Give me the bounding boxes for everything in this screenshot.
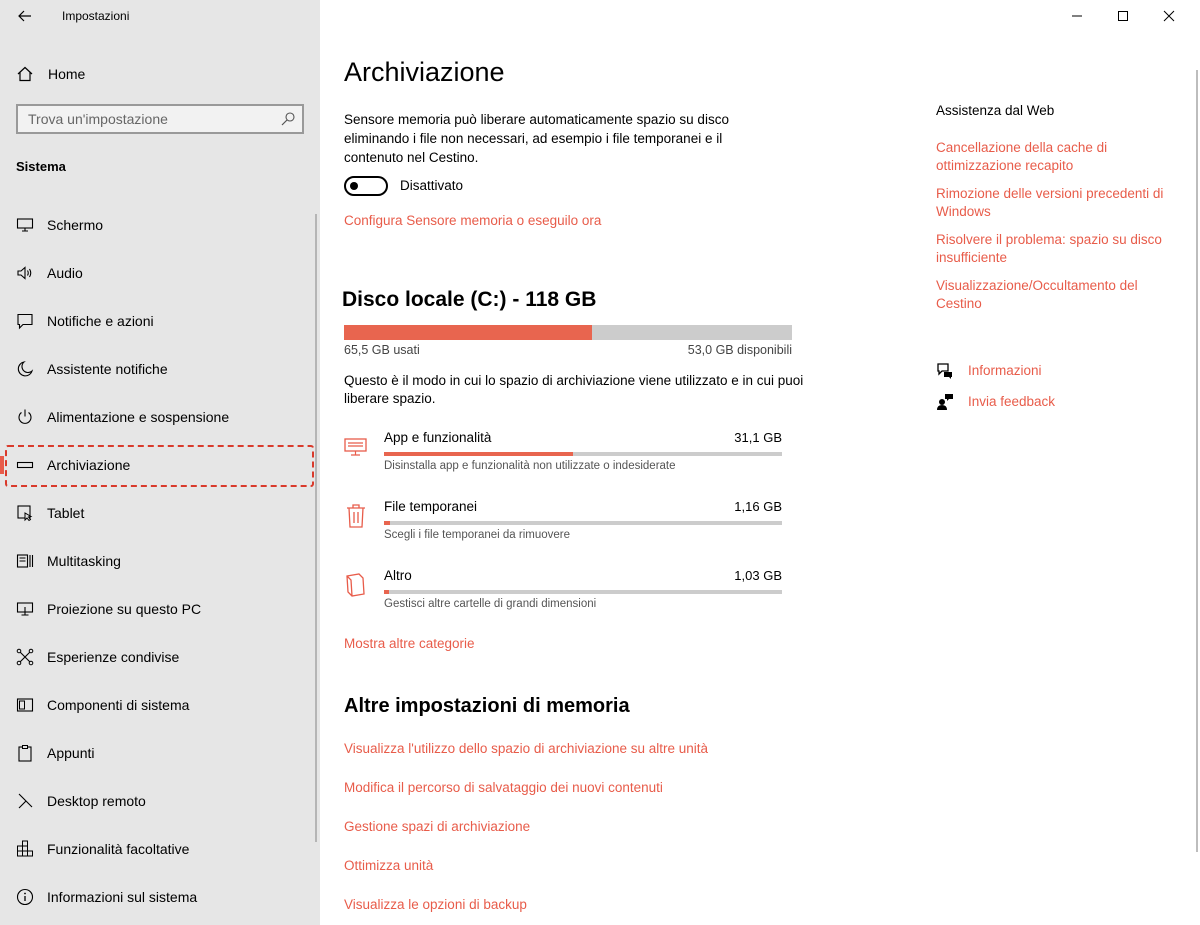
category-name: Altro (384, 568, 412, 583)
category-subtext: Disinstalla app e funzionalità non utilizzate o indesiderate (384, 460, 676, 472)
main-content (320, 0, 1200, 925)
help-label: Informazioni (968, 363, 1042, 378)
sidebar-item-audio[interactable] (0, 249, 320, 297)
optimize-drives-link[interactable]: Ottimizza unità (344, 858, 434, 873)
configure-storage-sense-link[interactable]: Configura Sensore memoria o eseguilo ora (344, 213, 602, 228)
sidebar-item-schermo[interactable] (0, 201, 320, 249)
sidebar-item-label: Esperienze condivise (47, 649, 180, 665)
close-button[interactable] (1146, 0, 1192, 32)
sidebar-item-assistente-notifiche[interactable] (0, 345, 320, 393)
minimize-icon (1071, 10, 1083, 22)
category-temp-files[interactable] (344, 499, 784, 559)
web-link-low-disk-space[interactable]: Risolvere il problema: spazio su disco insufficiente (936, 232, 1162, 265)
search-icon[interactable] (280, 111, 296, 127)
category-other[interactable] (344, 568, 784, 628)
web-help-title: Assistenza dal Web (936, 103, 1055, 118)
sidebar-item-label: Home (48, 66, 86, 82)
sidebar-item-label: Desktop remoto (47, 793, 146, 809)
storage-sense-description: Sensore memoria può liberare automaticamente spazio su disco eliminando i file non necessari, ad esempio i file temporanei e il contenuto nel Cestino. (344, 112, 729, 165)
category-apps[interactable] (344, 430, 784, 490)
maximize-icon (1117, 10, 1129, 22)
sidebar-item-home[interactable] (0, 58, 320, 90)
web-link-recycle-bin[interactable]: Visualizzazione/Occultamento del Cestino (936, 278, 1138, 311)
sidebar-item-multitasking[interactable] (0, 537, 320, 585)
sidebar-item-label: Appunti (47, 745, 95, 761)
sidebar-item-esperienze-condivise[interactable] (0, 633, 320, 681)
moon-icon (16, 360, 34, 378)
feedback-icon (936, 393, 954, 411)
disk-used-label: 65,5 GB usati (344, 343, 420, 357)
section-title: Sistema (16, 159, 66, 174)
sidebar-item-alimentazione[interactable] (0, 393, 320, 441)
sidebar-item-proiezione[interactable] (0, 585, 320, 633)
storage-spaces-link[interactable]: Gestione spazi di archiviazione (344, 819, 531, 834)
web-link-delivery-cache[interactable]: Cancellazione della cache di ottimizzazione recapito (936, 140, 1108, 173)
selection-indicator (0, 456, 4, 474)
titlebar-left (0, 0, 320, 32)
sidebar-item-label: Proiezione su questo PC (47, 601, 202, 617)
info-icon (16, 888, 34, 906)
minimize-button[interactable] (1054, 0, 1100, 32)
folder-icon (344, 572, 368, 598)
category-bar-fill (384, 521, 390, 525)
sidebar-item-label: Funzionalità facoltative (47, 841, 190, 857)
back-button[interactable] (14, 6, 36, 26)
apps-icon (344, 434, 368, 460)
web-link-previous-windows[interactable]: Rimozione delle versioni precedenti di Windows (936, 186, 1164, 219)
sidebar-item-label: Alimentazione e sospensione (47, 409, 230, 425)
notification-icon (16, 312, 34, 330)
main-scrollbar[interactable] (1196, 70, 1198, 852)
app-title: Impostazioni (62, 9, 130, 23)
speaker-icon (16, 264, 34, 282)
category-bar-fill (384, 452, 573, 456)
send-feedback-link[interactable] (936, 393, 1136, 413)
sidebar-item-funzionalita-facoltative[interactable] (0, 825, 320, 873)
sidebar-scrollbar[interactable] (315, 214, 317, 842)
category-bar-fill (384, 590, 389, 594)
category-size: 1,03 GB (734, 568, 782, 583)
tablet-icon (16, 504, 34, 522)
category-subtext: Gestisci altre cartelle di grandi dimensioni (384, 598, 597, 610)
close-icon (1163, 10, 1175, 22)
toggle-label: Disattivato (400, 178, 464, 193)
show-more-categories-link[interactable]: Mostra altre categorie (344, 636, 475, 651)
toggle-knob (350, 182, 358, 190)
disk-free-label: 53,0 GB disponibili (687, 343, 792, 357)
page-title: Archiviazione (344, 57, 505, 87)
category-size: 1,16 GB (734, 499, 782, 514)
sidebar-item-tablet[interactable] (0, 489, 320, 537)
shared-icon (16, 648, 34, 666)
window-controls (1050, 0, 1200, 32)
category-bar (384, 590, 782, 594)
back-arrow-icon (18, 10, 32, 22)
sidebar-item-label: Schermo (47, 217, 104, 233)
sidebar-item-label: Assistente notifiche (47, 361, 168, 377)
category-bar (384, 521, 782, 525)
storage-icon (16, 456, 34, 474)
remote-desktop-icon (16, 792, 34, 810)
category-name: App e funzionalità (384, 430, 492, 445)
sidebar-item-label: Componenti di sistema (47, 697, 190, 713)
search-box[interactable] (16, 104, 304, 134)
disk-usage-bar (344, 325, 792, 340)
other-settings-title: Altre impostazioni di memoria (344, 695, 630, 717)
sidebar-item-appunti[interactable] (0, 729, 320, 777)
sidebar-nav (0, 201, 320, 921)
sidebar-item-notifiche[interactable] (0, 297, 320, 345)
power-icon (16, 408, 34, 426)
disk-usage-fill (344, 325, 592, 340)
maximize-button[interactable] (1100, 0, 1146, 32)
category-bar (384, 452, 782, 456)
help-chat-icon (936, 362, 954, 380)
category-name: File temporanei (384, 499, 478, 514)
sidebar-item-archiviazione[interactable] (0, 441, 320, 489)
sidebar-item-label: Archiviazione (47, 457, 131, 473)
sidebar-item-label: Tablet (47, 505, 85, 521)
sidebar-item-label: Audio (47, 265, 83, 281)
other-storage-usage-link[interactable]: Visualizza l'utilizzo dello spazio di archiviazione su altre unità (344, 741, 709, 756)
sidebar-item-informazioni-sistema[interactable] (0, 873, 320, 921)
search-input[interactable] (18, 106, 268, 132)
multitasking-icon (16, 552, 34, 570)
trash-icon (344, 503, 368, 529)
home-icon (16, 65, 34, 83)
backup-options-link[interactable]: Visualizza le opzioni di backup (344, 897, 527, 912)
components-icon (16, 696, 34, 714)
storage-sense-toggle[interactable] (344, 176, 388, 196)
projection-icon (16, 600, 34, 618)
optional-features-icon (16, 840, 34, 858)
feedback-label: Invia feedback (968, 394, 1056, 409)
monitor-icon (16, 216, 34, 234)
sidebar-item-label: Notifiche e azioni (47, 313, 154, 329)
sidebar-item-componenti[interactable] (0, 681, 320, 729)
category-subtext: Scegli i file temporanei da rimuovere (384, 529, 571, 541)
disk-title: Disco locale (C:) - 118 GB (342, 288, 597, 311)
usage-description: Questo è il modo in cui lo spazio di archiviazione viene utilizzato e in cui puoi liberare spazio. (344, 373, 804, 406)
sidebar-item-desktop-remoto[interactable] (0, 777, 320, 825)
sidebar-item-label: Multitasking (47, 553, 121, 569)
get-help-link[interactable] (936, 362, 1136, 382)
change-save-location-link[interactable]: Modifica il percorso di salvataggio dei nuovi contenuti (344, 780, 663, 795)
clipboard-icon (16, 744, 34, 762)
sidebar-item-label: Informazioni sul sistema (47, 889, 198, 905)
category-size: 31,1 GB (734, 430, 782, 445)
sidebar (0, 0, 320, 925)
